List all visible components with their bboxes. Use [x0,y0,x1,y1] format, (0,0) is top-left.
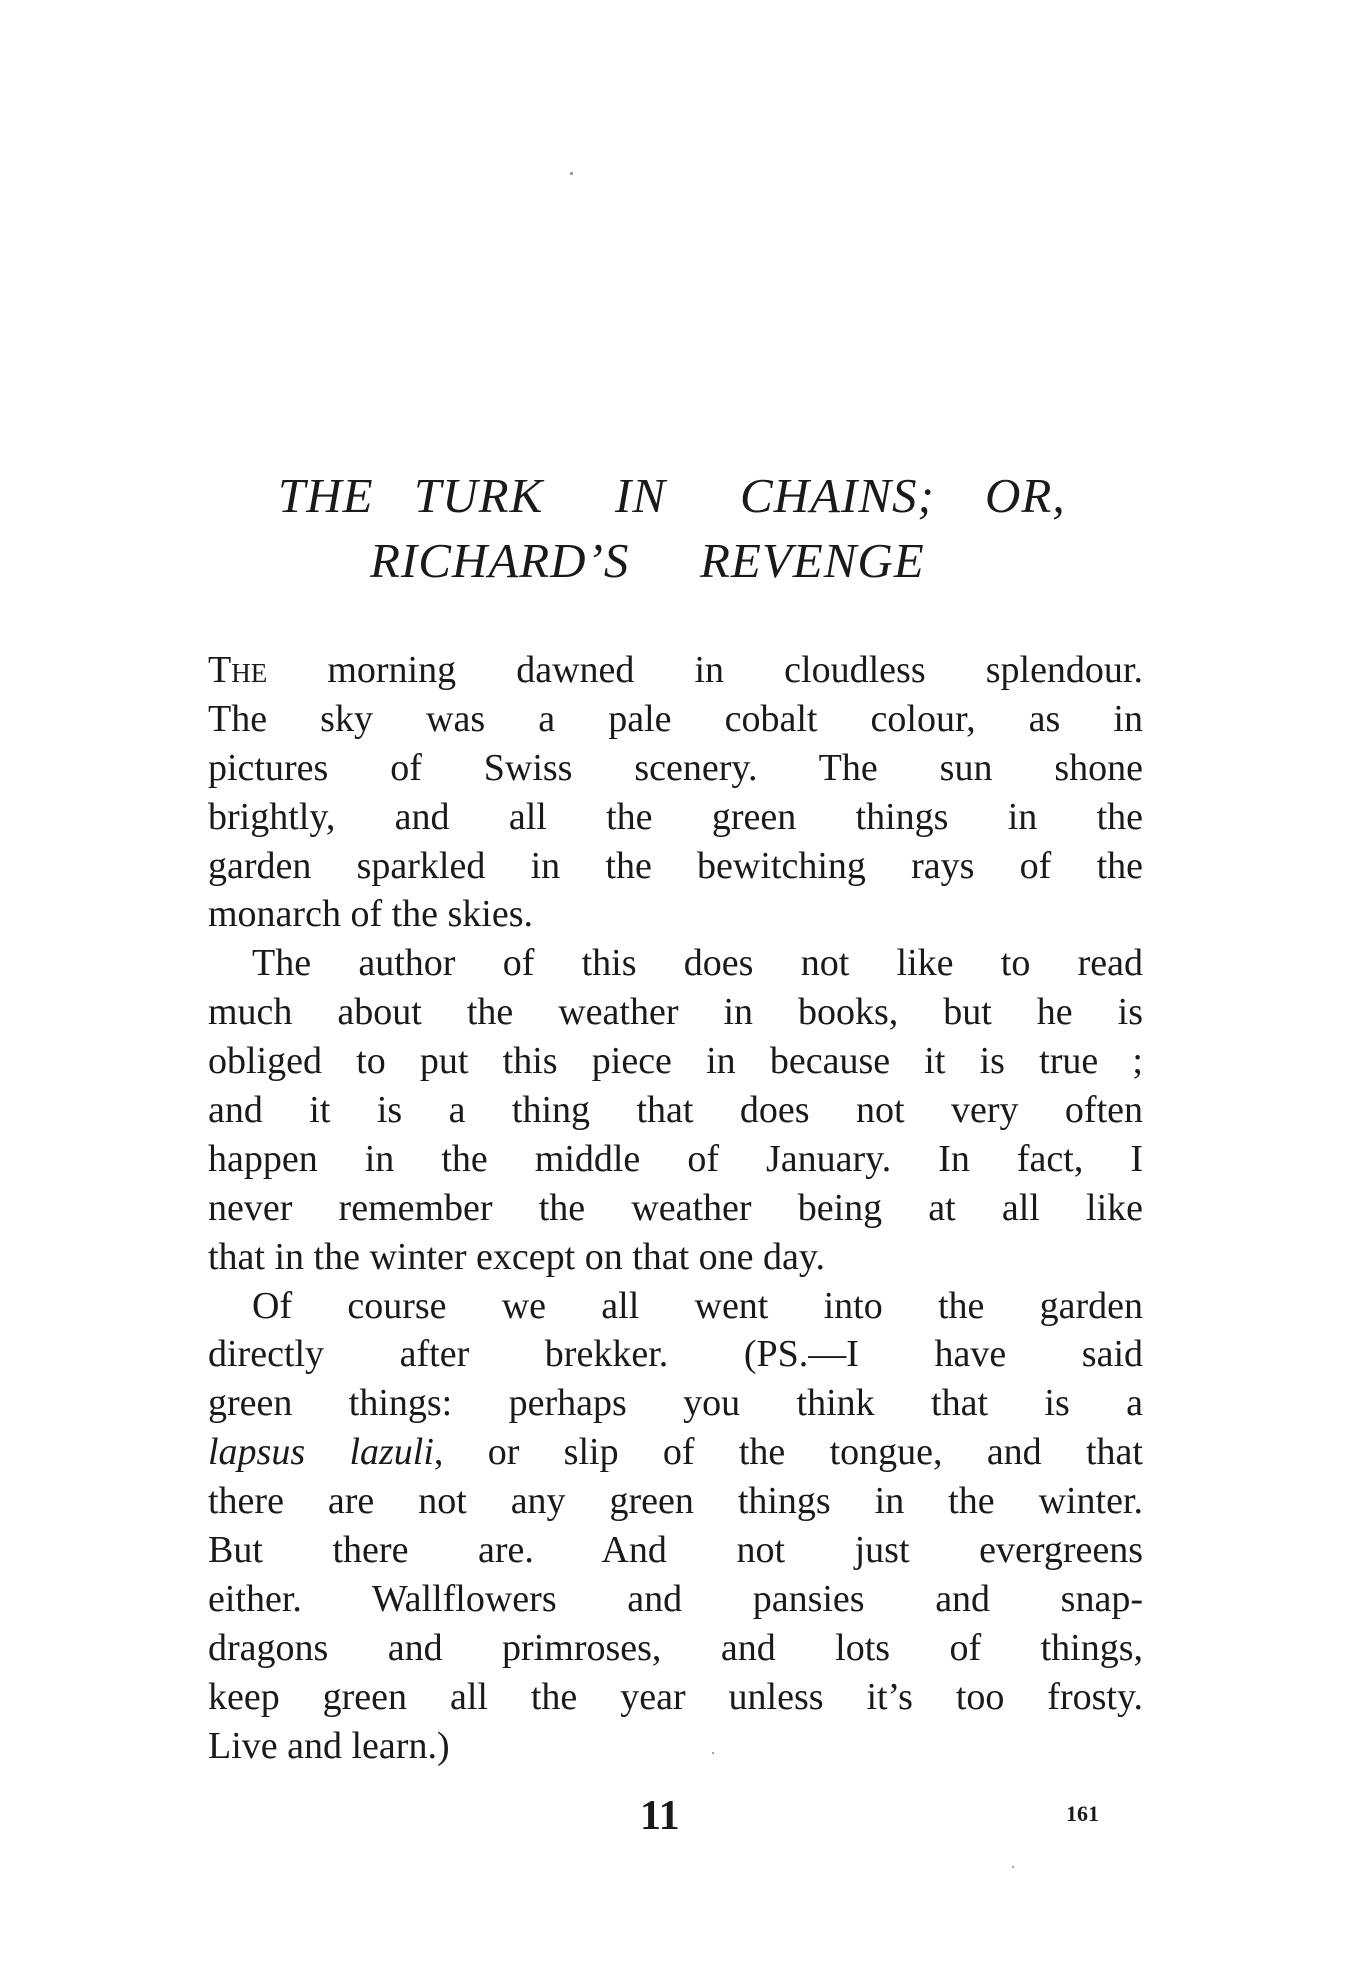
drop-lead-word: The [208,649,268,691]
text-line: But there are. And not just evergreens [208,1529,1143,1572]
scan-speck [570,172,573,175]
title-word: THE [278,468,374,523]
text-line: The author of this does not like to read [252,942,1143,985]
text-line: much about the weather in books, but he is [208,991,1143,1034]
text-line: pictures of Swiss scenery. The sun shone [208,746,1143,789]
text-line: there are not any green things in the winter. [208,1480,1143,1523]
text-line: that in the winter except on that one day. [208,1235,825,1278]
text-line: directly after brekker. (PS.—I have said [208,1333,1143,1376]
title-word: OR, [985,468,1066,523]
body-text [208,646,1143,1770]
title-word: REVENGE [700,533,925,588]
text-line: keep green all the year unless it’s too frosty. [208,1675,1143,1718]
text-line: never remember the weather being at all like [208,1186,1143,1229]
text-line: either. Wallflowers and pansies and snap- [208,1577,1143,1620]
title-word: CHAINS; [740,468,935,523]
text-line: The sky was a pale cobalt colour, as in [208,697,1143,740]
text-line [208,646,1143,695]
text-line: green things: perhaps you think that is a [208,1382,1143,1425]
title-word: IN [615,468,666,523]
text-line: garden sparkled in the bewitching rays of the [208,844,1143,887]
text-line: happen in the middle of January. In fact, I [208,1137,1143,1180]
scan-speck [1012,1866,1014,1868]
italic-phrase: lapsus lazuli [208,1431,434,1474]
title-word: TURK [414,468,544,523]
text-line: brightly, and all the green things in the [208,795,1143,838]
text-line: Live and learn.) [208,1724,450,1767]
text-line: and it is a thing that does not very often [208,1089,1143,1132]
title-word: RICHARD’S [370,533,630,588]
text-line: Of course we all went into the garden [252,1284,1143,1327]
text-line-with-italic: lapsus lazuli, or slip of the tongue, and that [208,1431,1143,1474]
line-text: morning dawned in cloudless splendour. [267,649,1143,691]
page-number: 11 [640,1793,680,1839]
scan-speck [712,1752,714,1754]
text-line: dragons and primroses, and lots of things, [208,1626,1143,1669]
signature-mark: 161 [1066,1801,1099,1826]
text-line: monarch of the skies. [208,893,534,936]
text-line: obliged to put this piece in because it is true ; [208,1040,1143,1083]
